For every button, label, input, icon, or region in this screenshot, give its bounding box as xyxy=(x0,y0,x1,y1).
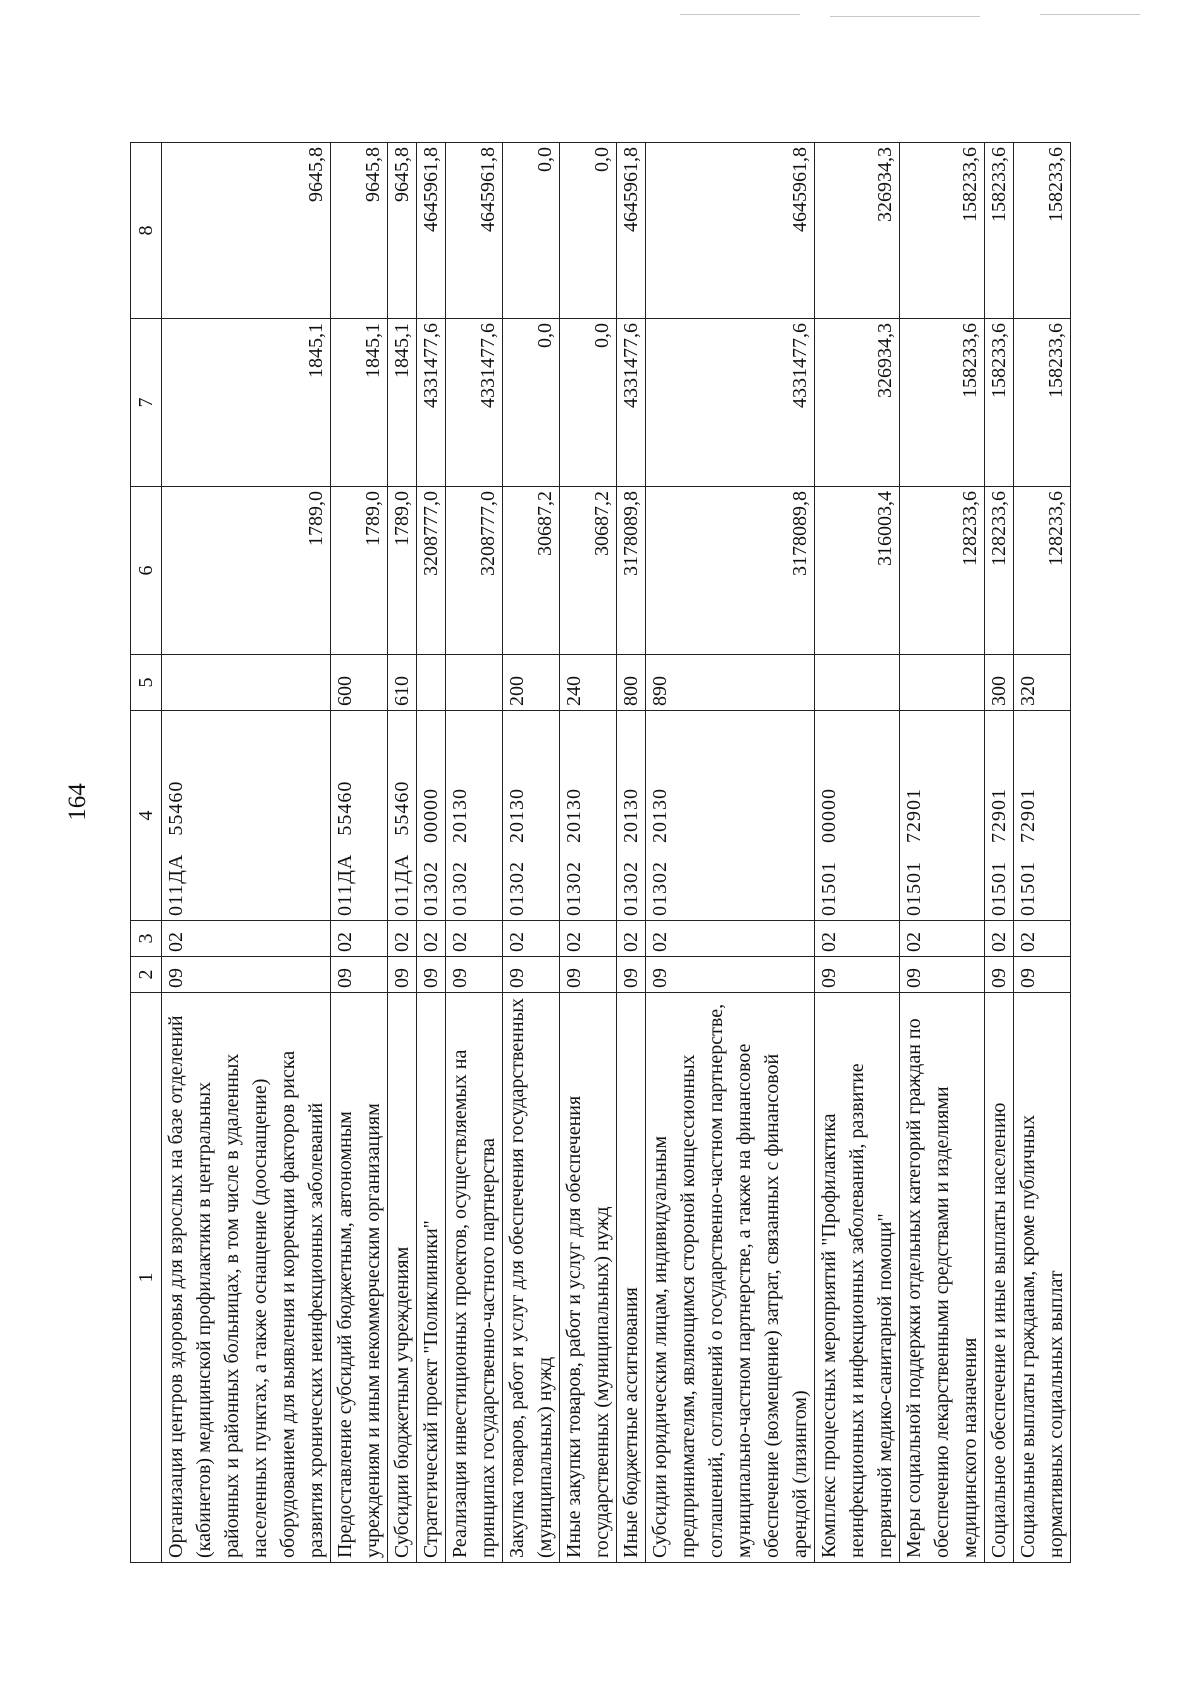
amount-col8-cell: 9645,8 xyxy=(388,143,417,319)
table-row xyxy=(503,143,560,1563)
expense-type-cell: 300 xyxy=(985,655,1014,711)
budget-table-body xyxy=(131,143,1071,1563)
row-name-cell: Субсидии юридическим лицам, индивидуальным предпринимателям, являющимся стороной концессионных соглашений, соглашений о государственно-частном партнерстве, муниципально-частном партнерстве, а также на финансовое обеспечение (возмещение) затрат, связанных с финансовой арендой (лизингом) xyxy=(646,993,815,1563)
target-article-direction: 55460 xyxy=(391,780,413,836)
amount-col7-cell: 1845,1 xyxy=(388,319,417,487)
target-article-direction: 72901 xyxy=(903,788,925,843)
row-name-cell: Социальные выплаты гражданам, кроме публичных нормативных социальных выплат xyxy=(1014,993,1071,1563)
target-article-program: 01302 xyxy=(420,861,442,916)
scan-artifact xyxy=(680,14,800,15)
table-row xyxy=(331,143,388,1563)
subsection-code-cell: 02 xyxy=(815,921,900,957)
amount-col8-cell: 4645961,8 xyxy=(417,143,446,319)
section-code-cell: 09 xyxy=(646,957,815,993)
amount-col7-cell: 158233,6 xyxy=(900,319,985,487)
subsection-code-cell: 02 xyxy=(503,921,560,957)
target-article-program: 01501 xyxy=(988,861,1010,916)
amount-col7-cell: 4331477,6 xyxy=(417,319,446,487)
amount-col6-cell: 128233,6 xyxy=(1014,487,1071,655)
subsection-code-cell: 02 xyxy=(446,921,503,957)
section-code-cell: 09 xyxy=(503,957,560,993)
rotated-table-wrapper xyxy=(130,143,1070,1563)
target-article-program: 01302 xyxy=(563,861,585,916)
amount-col8-cell: 0,0 xyxy=(503,143,560,319)
column-header: 5 xyxy=(131,655,162,711)
target-article-program: 011ДА xyxy=(334,853,356,916)
subsection-code-cell: 02 xyxy=(646,921,815,957)
amount-col6-cell: 316003,4 xyxy=(815,487,900,655)
amount-col8-cell: 158233,6 xyxy=(1014,143,1071,319)
amount-col6-cell: 30687,2 xyxy=(503,487,560,655)
section-code-cell: 09 xyxy=(331,957,388,993)
expense-type-cell xyxy=(446,655,503,711)
target-article-cell xyxy=(900,711,985,921)
expense-type-cell xyxy=(815,655,900,711)
section-code-cell: 09 xyxy=(388,957,417,993)
section-code-cell: 09 xyxy=(617,957,646,993)
amount-col8-cell: 9645,8 xyxy=(331,143,388,319)
table-row xyxy=(388,143,417,1563)
target-article-direction: 20130 xyxy=(449,788,471,843)
target-article-program: 011ДА xyxy=(165,853,187,916)
amount-col8-cell: 0,0 xyxy=(560,143,617,319)
expense-type-cell xyxy=(417,655,446,711)
column-header: 4 xyxy=(131,711,162,921)
target-article-program: 01302 xyxy=(449,861,471,916)
amount-col6-cell: 128233,6 xyxy=(900,487,985,655)
subsection-code-cell: 02 xyxy=(162,921,331,957)
expense-type-cell xyxy=(900,655,985,711)
subsection-code-cell: 02 xyxy=(417,921,446,957)
amount-col7-cell: 4331477,6 xyxy=(617,319,646,487)
target-article-program: 01302 xyxy=(649,861,671,916)
row-name-cell: Иные закупки товаров, работ и услуг для обеспечения государственных (муниципальных) нужд xyxy=(560,993,617,1563)
expense-type-cell: 200 xyxy=(503,655,560,711)
amount-col7-cell: 158233,6 xyxy=(1014,319,1071,487)
target-article-direction: 20130 xyxy=(506,788,528,843)
table-row xyxy=(900,143,985,1563)
amount-col8-cell: 9645,8 xyxy=(162,143,331,319)
target-article-cell xyxy=(503,711,560,921)
section-code-cell: 09 xyxy=(162,957,331,993)
table-row xyxy=(417,143,446,1563)
column-header: 6 xyxy=(131,487,162,655)
amount-col6-cell: 3178089,8 xyxy=(617,487,646,655)
section-code-cell: 09 xyxy=(815,957,900,993)
table-row xyxy=(617,143,646,1563)
amount-col8-cell: 326934,3 xyxy=(815,143,900,319)
table-row xyxy=(646,143,815,1563)
target-article-cell xyxy=(985,711,1014,921)
subsection-code-cell: 02 xyxy=(617,921,646,957)
table-row xyxy=(560,143,617,1563)
amount-col8-cell: 4645961,8 xyxy=(617,143,646,319)
target-article-program: 01501 xyxy=(903,861,925,916)
expense-type-cell: 240 xyxy=(560,655,617,711)
scan-artifact xyxy=(830,16,980,17)
target-article-direction: 55460 xyxy=(165,780,187,836)
amount-col6-cell: 1789,0 xyxy=(331,487,388,655)
amount-col6-cell: 1789,0 xyxy=(388,487,417,655)
amount-col7-cell: 4331477,6 xyxy=(446,319,503,487)
section-code-cell: 09 xyxy=(446,957,503,993)
subsection-code-cell: 02 xyxy=(388,921,417,957)
amount-col7-cell: 0,0 xyxy=(560,319,617,487)
amount-col6-cell: 3208777,0 xyxy=(417,487,446,655)
table-row xyxy=(985,143,1014,1563)
expense-type-cell xyxy=(162,655,331,711)
target-article-direction: 72901 xyxy=(1017,788,1039,843)
row-name-cell: Социальное обеспечение и иные выплаты населению xyxy=(985,993,1014,1563)
column-header: 1 xyxy=(131,993,162,1563)
target-article-program: 011ДА xyxy=(391,853,413,916)
table-row xyxy=(1014,143,1071,1563)
column-header: 2 xyxy=(131,957,162,993)
section-code-cell: 09 xyxy=(417,957,446,993)
target-article-cell xyxy=(162,711,331,921)
target-article-cell xyxy=(646,711,815,921)
amount-col6-cell: 30687,2 xyxy=(560,487,617,655)
subsection-code-cell: 02 xyxy=(560,921,617,957)
section-code-cell: 09 xyxy=(985,957,1014,993)
target-article-direction: 00000 xyxy=(420,788,442,843)
target-article-cell xyxy=(446,711,503,921)
target-article-program: 01501 xyxy=(818,861,840,916)
row-name-cell: Иные бюджетные ассигнования xyxy=(617,993,646,1563)
row-name-cell: Комплекс процессных мероприятий "Профилактика неинфекционных и инфекционных заболеваний, развитие первичной медико-санитарной помощи" xyxy=(815,993,900,1563)
subsection-code-cell: 02 xyxy=(331,921,388,957)
subsection-code-cell: 02 xyxy=(1014,921,1071,957)
target-article-direction: 72901 xyxy=(988,788,1010,843)
amount-col7-cell: 1845,1 xyxy=(331,319,388,487)
column-header: 3 xyxy=(131,921,162,957)
target-article-cell xyxy=(815,711,900,921)
amount-col7-cell: 158233,6 xyxy=(985,319,1014,487)
target-article-cell xyxy=(331,711,388,921)
row-name-cell: Закупка товаров, работ и услуг для обеспечения государственных (муниципальных) нужд xyxy=(503,993,560,1563)
amount-col6-cell: 1789,0 xyxy=(162,487,331,655)
row-name-cell: Субсидии бюджетным учреждениям xyxy=(388,993,417,1563)
table-row xyxy=(162,143,331,1563)
section-code-cell: 09 xyxy=(1014,957,1071,993)
target-article-direction: 00000 xyxy=(818,788,840,843)
subsection-code-cell: 02 xyxy=(985,921,1014,957)
target-article-direction: 20130 xyxy=(649,788,671,843)
expense-type-cell: 890 xyxy=(646,655,815,711)
amount-col8-cell: 158233,6 xyxy=(900,143,985,319)
section-code-cell: 09 xyxy=(900,957,985,993)
amount-col7-cell: 1845,1 xyxy=(162,319,331,487)
expense-type-cell: 800 xyxy=(617,655,646,711)
target-article-direction: 20130 xyxy=(563,788,585,843)
target-article-cell xyxy=(617,711,646,921)
table-row xyxy=(446,143,503,1563)
column-header: 7 xyxy=(131,319,162,487)
expense-type-cell: 320 xyxy=(1014,655,1071,711)
amount-col7-cell: 326934,3 xyxy=(815,319,900,487)
amount-col6-cell: 128233,6 xyxy=(985,487,1014,655)
target-article-cell xyxy=(417,711,446,921)
amount-col8-cell: 4645961,8 xyxy=(646,143,815,319)
column-header: 8 xyxy=(131,143,162,319)
table-header-row xyxy=(131,143,162,1563)
row-name-cell: Меры социальной поддержки отдельных категорий граждан по обеспечению лекарственными средствами и изделиями медицинского назначения xyxy=(900,993,985,1563)
expense-type-cell: 610 xyxy=(388,655,417,711)
target-article-cell xyxy=(560,711,617,921)
expense-type-cell: 600 xyxy=(331,655,388,711)
row-name-cell: Стратегический проект "Поликлиники" xyxy=(417,993,446,1563)
target-article-cell xyxy=(1014,711,1071,921)
amount-col7-cell: 4331477,6 xyxy=(646,319,815,487)
budget-table xyxy=(130,142,1071,1563)
target-article-cell xyxy=(388,711,417,921)
target-article-program: 01302 xyxy=(506,861,528,916)
row-name-cell: Предоставление субсидий бюджетным, автономным учреждениям и иным некоммерческим организациям xyxy=(331,993,388,1563)
subsection-code-cell: 02 xyxy=(900,921,985,957)
row-name-cell: Организация центров здоровья для взрослых на базе отделений (кабинетов) медицинской профилактики в центральных районных и районных больницах, в том числе в удаленных населенных пунктах, а также оснащение (дооснащение) оборудованием для выявления и коррекции факторов риска развития хронических неинфекционных заболеваний xyxy=(162,993,331,1563)
target-article-direction: 20130 xyxy=(620,788,642,843)
target-article-program: 01302 xyxy=(620,861,642,916)
amount-col8-cell: 158233,6 xyxy=(985,143,1014,319)
table-row xyxy=(815,143,900,1563)
amount-col8-cell: 4645961,8 xyxy=(446,143,503,319)
amount-col7-cell: 0,0 xyxy=(503,319,560,487)
target-article-program: 01501 xyxy=(1017,861,1039,916)
amount-col6-cell: 3208777,0 xyxy=(446,487,503,655)
section-code-cell: 09 xyxy=(560,957,617,993)
amount-col6-cell: 3178089,8 xyxy=(646,487,815,655)
target-article-direction: 55460 xyxy=(334,780,356,836)
scan-artifact xyxy=(1040,14,1140,15)
page-number: 164 xyxy=(64,783,91,821)
row-name-cell: Реализация инвестиционных проектов, осуществляемых на принципах государственно-частного партнерства xyxy=(446,993,503,1563)
